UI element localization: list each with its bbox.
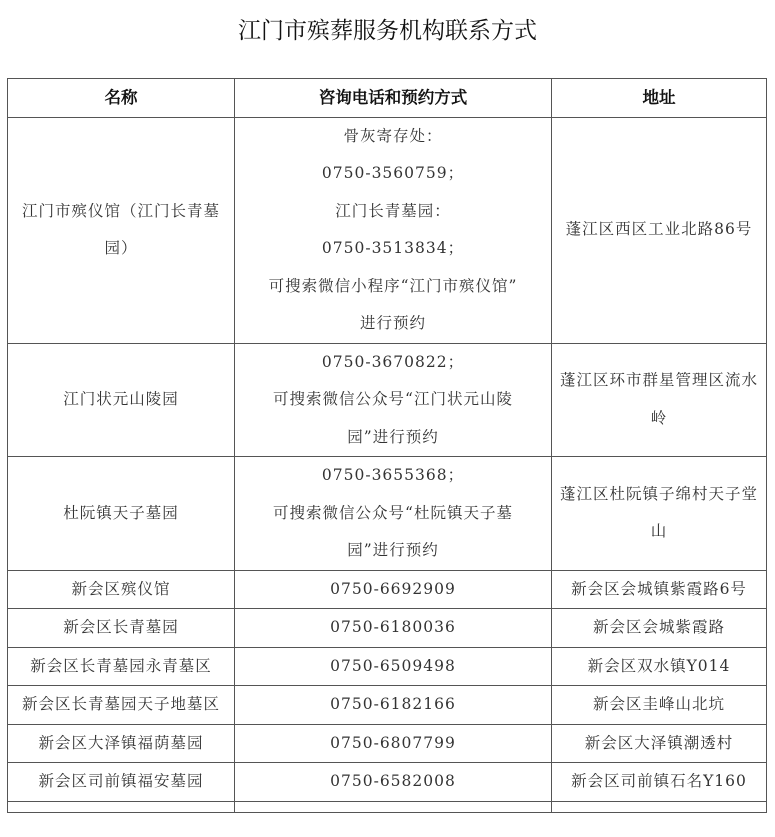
cell-name: 江门状元山陵园	[8, 343, 235, 457]
contact-line: 0750-3670822；	[321, 352, 465, 371]
cell-address: 新会区会城紫霞路	[552, 609, 767, 648]
cell-address: 蓬江区环市群星管理区流水岭	[552, 343, 767, 457]
contact-line: 园”进行预约	[347, 427, 439, 446]
cell-contact: 0750-6582008	[235, 763, 552, 802]
header-name: 名称	[8, 79, 235, 118]
cell-empty	[552, 801, 767, 812]
table-row	[8, 117, 767, 343]
cell-contact: 0750-6509498	[235, 647, 552, 686]
cell-contact	[235, 343, 552, 457]
cell-address: 新会区大泽镇潮透村	[552, 724, 767, 763]
contact-line: 进行预约	[359, 314, 426, 332]
contact-line: 可搜索微信小程序“江门市殡仪馆”	[268, 276, 518, 295]
cell-contact: 0750-6692909	[235, 570, 552, 609]
contact-line: 0750-3560759；	[321, 164, 465, 182]
cell-name: 新会区长青墓园永青墓区	[8, 647, 235, 686]
contact-line: 可搜索微信公众号“杜阮镇天子墓	[273, 503, 513, 522]
table-row	[8, 343, 767, 457]
cell-name: 新会区长青墓园	[8, 609, 235, 648]
contact-line: 0750-3655368；	[321, 466, 465, 484]
table-row	[8, 724, 767, 763]
cell-address: 新会区圭峰山北坑	[552, 686, 767, 725]
cell-name: 新会区殡仪馆	[8, 570, 235, 609]
header-address: 地址	[552, 79, 767, 118]
table-row	[8, 570, 767, 609]
table-row	[8, 686, 767, 725]
table-row	[8, 609, 767, 648]
cell-contact	[235, 117, 552, 343]
cell-name: 新会区司前镇福安墓园	[8, 763, 235, 802]
cell-name: 新会区长青墓园天子地墓区	[8, 686, 235, 725]
cell-contact: 0750-6807799	[235, 724, 552, 763]
page-title: 江门市殡葬服务机构联系方式	[238, 18, 537, 44]
cell-empty	[8, 801, 235, 812]
table-row-cut-off	[8, 801, 767, 812]
cell-empty	[235, 801, 552, 812]
cell-contact: 0750-6182166	[235, 686, 552, 725]
contact-line: 江门长青墓园：	[335, 201, 451, 220]
contact-line: 园”进行预约	[347, 541, 439, 559]
contact-line: 可搜索微信公众号“江门状元山陵	[273, 390, 513, 408]
cell-name: 新会区大泽镇福荫墓园	[8, 724, 235, 763]
cell-address: 新会区双水镇Y014	[552, 647, 767, 686]
table-row	[8, 763, 767, 802]
cell-name: 杜阮镇天子墓园	[8, 457, 235, 571]
table-header-row	[8, 79, 767, 118]
contact-line: 0750-3513834；	[321, 239, 465, 257]
cell-address: 新会区会城镇紫霞路6号	[552, 570, 767, 609]
institutions-table	[7, 78, 767, 813]
cell-address: 蓬江区杜阮镇子绵村天子堂山	[552, 457, 767, 571]
contact-line: 骨灰寄存处：	[343, 126, 443, 145]
cell-contact: 0750-6180036	[235, 609, 552, 648]
table-row	[8, 647, 767, 686]
cell-address: 蓬江区西区工业北路86号	[552, 117, 767, 343]
cell-address: 新会区司前镇石名Y160	[552, 763, 767, 802]
cell-name: 江门市殡仪馆（江门长青墓园）	[8, 117, 235, 343]
header-contact: 咨询电话和预约方式	[235, 79, 552, 118]
table-row	[8, 457, 767, 571]
cell-contact	[235, 457, 552, 571]
